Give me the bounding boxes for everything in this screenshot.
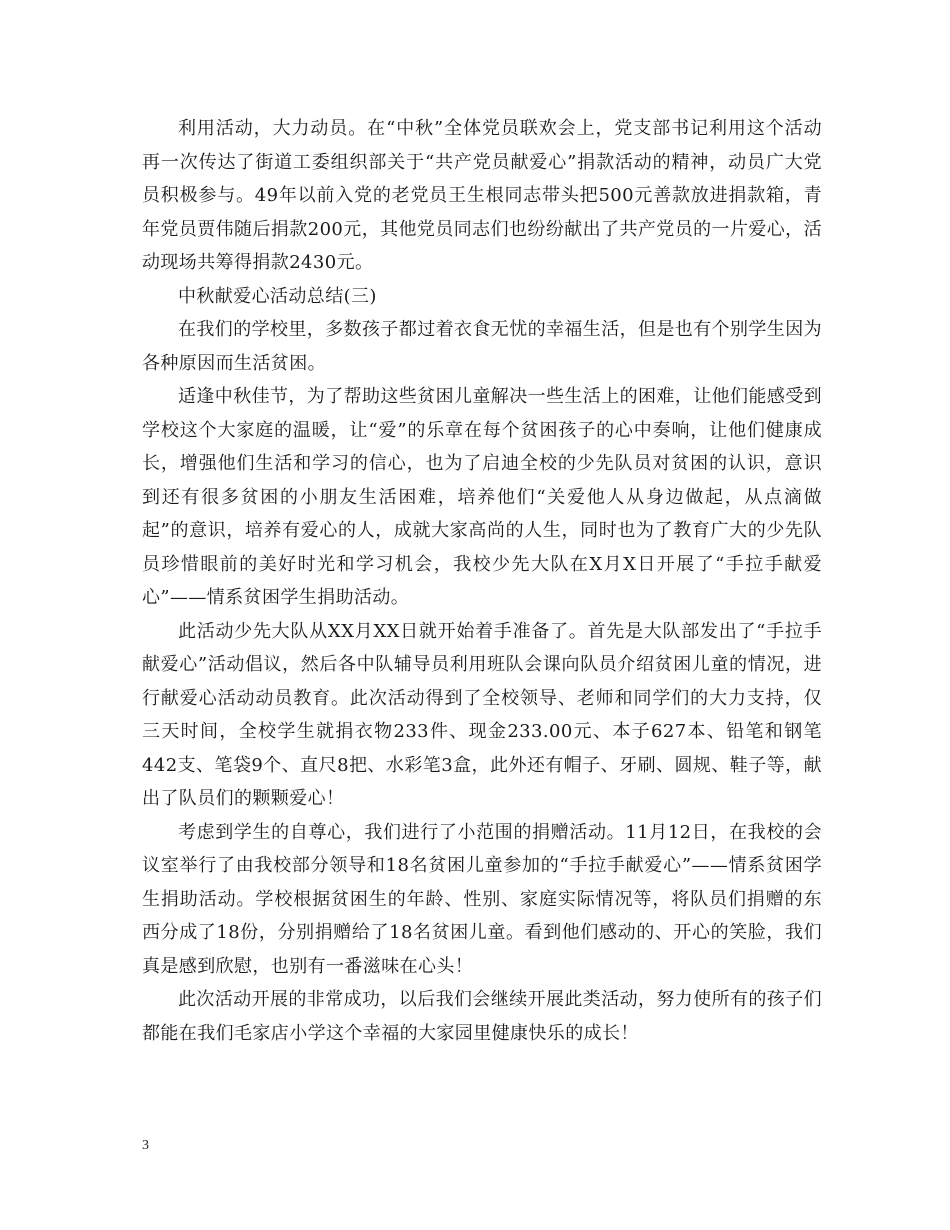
paragraph-conclusion: 此次活动开展的非常成功，以后我们会继续开展此类活动，努力使所有的孩子们都能在我们毛家店小学这个幸福的大家园里健康快乐的成长！ <box>142 989 822 1044</box>
document-body <box>142 112 822 1050</box>
paragraph-preparation: 此活动少先大队从XX月XX日就开始着手准备了。首先是大队部发出了“手拉手献爱心”活动倡议，然后各中队辅导员利用班队会课向队员介绍贫困儿童的情况，进行献爱心活动动员教育。此次活动得到了全校领导、老师和同学们的大力支持，仅三天时间，全校学生就捐衣物233件、现金233.00元、本子627本、铅笔和钢笔442支、笔袋9个、直尺8把、水彩笔3盒，此外还有帽子、牙刷、圆规、鞋子等，献出了队员们的颗颗爱心！ <box>142 620 822 809</box>
section-heading: 中秋献爱心活动总结(三) <box>178 285 377 307</box>
paragraph-intro: 在我们的学校里，多数孩子都过着衣食无忧的幸福生活，但是也有个别学生因为各种原因而生活贫困。 <box>142 319 822 374</box>
paragraph-mobilization: 利用活动，大力动员。在“中秋”全体党员联欢会上，党支部书记利用这个活动再一次传达了街道工委组织部关于“共产党员献爱心”捐款活动的精神，动员广大党员积极参与。49年以前入党的老党员王生根同志带头把500元善款放进捐款箱，青年党员贾伟随后捐款200元，其他党员同志们也纷纷献出了共产党员的一片爱心，活动现场共筹得捐款2430元。 <box>142 118 822 273</box>
paragraph-purpose: 适逢中秋佳节，为了帮助这些贫困儿童解决一些生活上的困难，让他们能感受到学校这个大家庭的温暖，让“爱”的乐章在每个贫困孩子的心中奏响，让他们健康成长，增强他们生活和学习的信心，也为了启迪全校的少先队员对贫困的认识，意识到还有很多贫困的小朋友生活困难，培养他们“关爱他人从身边做起，从点滴做起”的意识，培养有爱心的人，成就大家高尚的人生，同时也为了教育广大的少先队员珍惜眼前的美好时光和学习机会，我校少先大队在X月X日开展了“手拉手献爱心”——情系贫困学生捐助活动。 <box>142 386 822 608</box>
paragraph-donation-event: 考虑到学生的自尊心，我们进行了小范围的捐赠活动。11月12日，在我校的会议室举行了由我校部分领导和18名贫困儿童参加的“手拉手献爱心”——情系贫困学生捐助活动。学校根据贫困生的年龄、性别、家庭实际情况等，将队员们捐赠的东西分成了18份，分别捐赠给了18名贫困儿童。看到他们感动的、开心的笑脸，我们真是感到欣慰，也别有一番滋味在心头！ <box>142 821 822 977</box>
page-number: 3 <box>142 1138 149 1153</box>
